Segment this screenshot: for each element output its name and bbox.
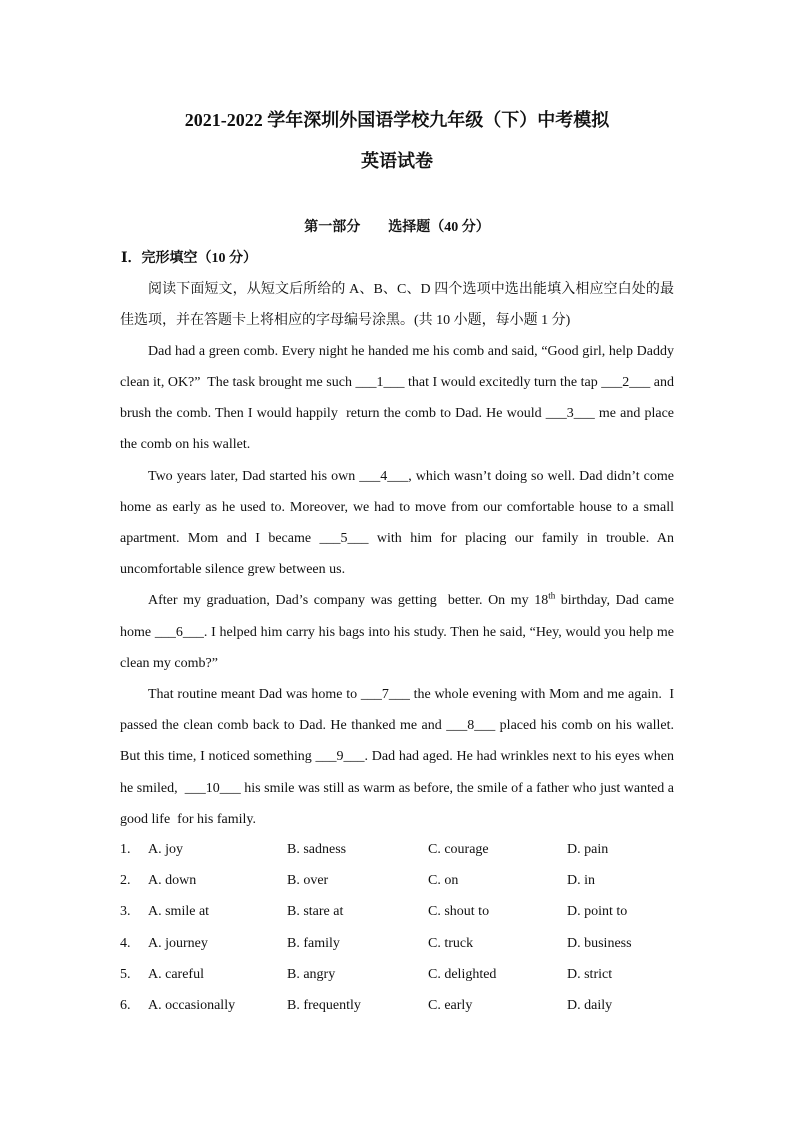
passage-line: uncomfortable silence grew between us. [120, 562, 346, 577]
option-b: B. sadness [287, 842, 347, 857]
passage-line: brush the comb. Then I would happily return the comb to Dad. He would ___3___ me and place [120, 406, 674, 421]
question-number: 1. [120, 842, 131, 857]
question-row [120, 998, 680, 1016]
option-c: C. delighted [428, 967, 497, 982]
passage-text: After my graduation, Dad’s company was getting better. On my 18 [148, 593, 549, 608]
section-heading: Ⅰ．完形填空（10 分） [121, 251, 258, 266]
question-number: 2. [120, 873, 131, 888]
option-a: A. down [148, 873, 197, 888]
option-a: A. journey [148, 936, 208, 951]
instructions-line: 佳选项，并在答题卡上将相应的字母编号涂黑。(共 10 小题，每小题 1 分) [120, 313, 571, 328]
passage-line: apartment. Mom and I became ___5___ with him for placing our family in trouble. An [120, 531, 674, 546]
option-c: C. on [428, 873, 459, 888]
instructions-line: 阅读下面短文，从短文后所给的 A、B、C、D 四个选项中选出能填入相应空白处的最 [148, 282, 674, 297]
option-d: D. pain [567, 842, 609, 857]
part-heading: 第一部分 选择题（40 分） [304, 220, 490, 235]
question-row [120, 873, 680, 891]
passage-text: birthday, Dad came [555, 593, 675, 608]
option-a: A. smile at [148, 904, 210, 919]
option-c: C. courage [428, 842, 489, 857]
option-c: C. early [428, 998, 473, 1013]
option-d: D. strict [567, 967, 613, 982]
question-number: 6. [120, 998, 131, 1013]
question-number: 4. [120, 936, 131, 951]
option-c: C. shout to [428, 904, 490, 919]
option-d: D. daily [567, 998, 613, 1013]
option-a: A. careful [148, 967, 204, 982]
exam-title: 2021-2022 学年深圳外国语学校九年级（下）中考模拟 [184, 110, 610, 130]
option-a: A. occasionally [148, 998, 236, 1013]
passage-line: home ___6___. I helped him carry his bags into his study. Then he said, “Hey, would you help me [120, 625, 674, 640]
passage-line: clean my comb?” [120, 656, 218, 671]
question-row [120, 842, 680, 860]
passage-line: clean it, OK?” The task brought me such ___1___ that I would excitedly turn the tap ___2___ and [120, 375, 674, 390]
question-row [120, 967, 680, 985]
passage-line: That routine meant Dad was home to ___7___ the whole evening with Mom and me again. I [148, 687, 674, 702]
option-a: A. joy [148, 842, 183, 857]
option-d: D. point to [567, 904, 628, 919]
exam-subtitle: 英语试卷 [361, 151, 433, 171]
passage-line: passed the clean comb back to Dad. He thanked me and ___8___ placed his comb on his wallet. [120, 718, 674, 733]
question-number: 3. [120, 904, 131, 919]
passage-line: home as early as he used to. Moreover, we had to move from our comfortable house to a small [120, 500, 674, 515]
option-b: B. frequently [287, 998, 361, 1013]
passage-line [148, 592, 674, 610]
passage-line: good life for his family. [120, 812, 256, 827]
passage-line: Dad had a green comb. Every night he handed me his comb and said, “Good girl, help Daddy [148, 344, 674, 359]
passage-line: the comb on his wallet. [120, 437, 251, 452]
passage-line: Two years later, Dad started his own ___4___, which wasn’t doing so well. Dad didn’t come [148, 469, 674, 484]
question-number: 5. [120, 967, 131, 982]
question-row [120, 936, 680, 954]
passage-line: he smiled, ___10___ his smile was still as warm as before, the smile of a father who just wanted a [120, 781, 674, 796]
superscript-th: th [548, 590, 556, 601]
option-b: B. angry [287, 967, 336, 982]
question-row [120, 904, 680, 922]
option-d: D. in [567, 873, 595, 888]
option-b: B. family [287, 936, 340, 951]
option-b: B. stare at [287, 904, 344, 919]
option-c: C. truck [428, 936, 474, 951]
option-d: D. business [567, 936, 632, 951]
passage-line: But this time, I noticed something ___9___. Dad had aged. He had wrinkles next to his eyes when [120, 749, 674, 764]
option-b: B. over [287, 873, 329, 888]
